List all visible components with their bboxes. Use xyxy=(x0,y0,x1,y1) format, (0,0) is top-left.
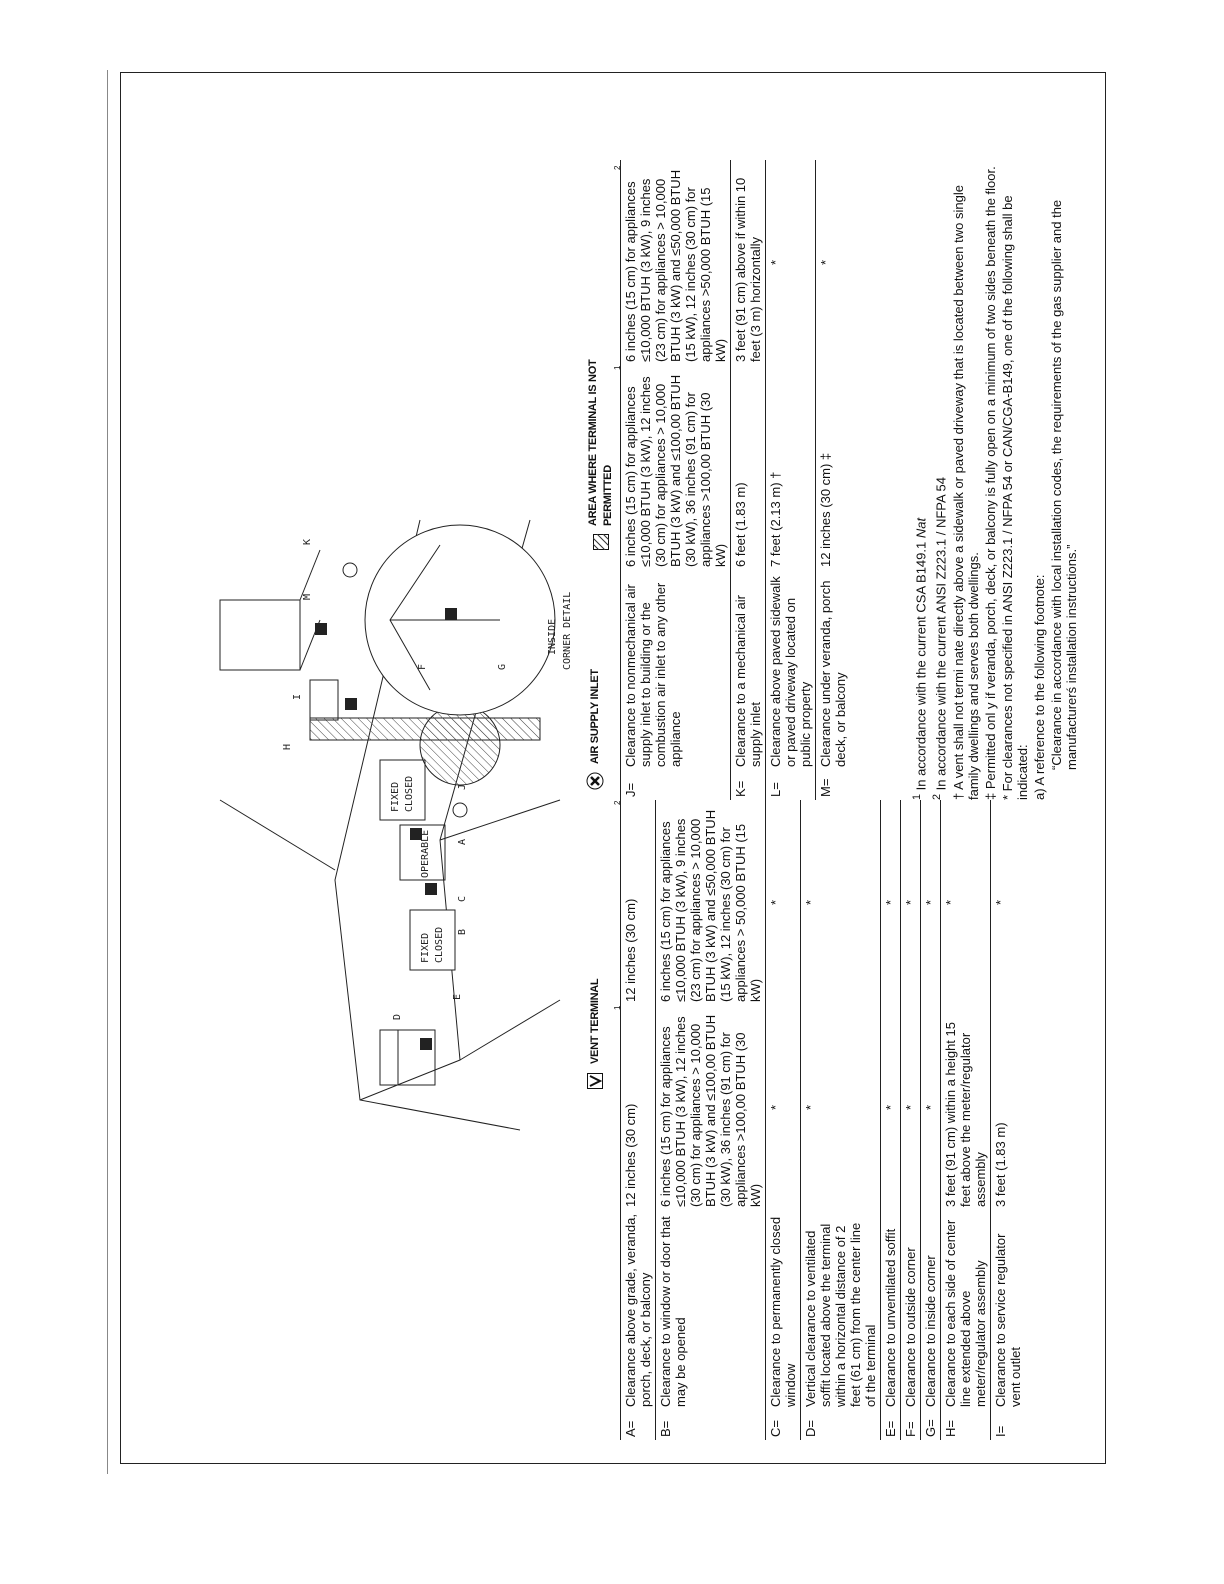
footnote-2: $^2$ In accordance with the current ANSI Z223.1 / NFPA 54 xyxy=(931,476,949,800)
cell-v2: * xyxy=(991,800,1026,1005)
cell-v2: 12 inches (30 cm) xyxy=(621,800,656,1005)
letter-label: J xyxy=(457,783,468,790)
window-operable-label: OPERABLE xyxy=(420,829,431,878)
cell-v1: 6 inches (15 cm) for appliances ≤10,000 BTUH (3 kW), 12 inches (30 cm) for appliances > 10,000 BTUH (3 kW) and ≤100,00 BTUH (30 kW), 36 inches (91 cm) for appliances >100,00 BTUH (30 kW) xyxy=(656,1005,766,1210)
footnotes xyxy=(910,160,1081,800)
cell-v2: * xyxy=(801,800,881,1005)
legend-area-not-permitted xyxy=(586,330,616,550)
cell-desc: Clearance to outside corner xyxy=(901,1210,921,1410)
column-marker-2: 2 xyxy=(613,800,622,805)
table-row xyxy=(801,800,881,1440)
clearance-table-left xyxy=(620,800,1025,1440)
legend-air-supply-inlet-label: AIR SUPPLY INLET xyxy=(588,669,601,764)
column-marker-1-right: 1 xyxy=(613,365,622,370)
cell-code: K= xyxy=(731,770,766,800)
letter-label: G xyxy=(497,663,508,670)
window-fixed-label-2: CLOSED xyxy=(434,926,445,963)
cell-code: L= xyxy=(766,770,816,800)
rotated-content xyxy=(140,160,1080,1440)
table-row xyxy=(941,800,991,1440)
table-row xyxy=(621,800,656,1440)
cell-v2: 3 feet (91 cm) above if within 10 feet (3 m) horizontally xyxy=(731,160,766,365)
table-row xyxy=(731,160,766,800)
cell-v1: * xyxy=(901,1005,921,1210)
table-row xyxy=(901,800,921,1440)
legend-vent-terminal-label: VENT TERMINAL xyxy=(588,978,601,1064)
column-marker-2-right: 2 xyxy=(613,165,622,170)
cell-v2: * xyxy=(766,160,816,365)
table-row xyxy=(881,800,901,1440)
letter-label: M xyxy=(302,593,313,600)
cell-desc: Clearance to inside corner xyxy=(921,1210,941,1410)
cell-v2: 6 inches (15 cm) for appliances ≤10,000 BTUH (3 kW), 9 inches (23 cm) for appliances > 10,000 BTUH (3 kW) and ≤50,000 BTUH (15 kW), 12 inches (30 cm) for appliances > 50,000 BTUH (15 kW) xyxy=(656,800,766,1005)
cell-v1: 3 feet (91 cm) within a height 15 feet above the meter/regulator assembly xyxy=(941,1005,991,1210)
table-row xyxy=(621,160,731,800)
window-fixed-label-b: FIXED xyxy=(390,781,401,812)
cell-desc: Clearance to each side of center line extended above meter/regulator assembly xyxy=(941,1210,991,1410)
cell-v1: * xyxy=(801,1005,881,1210)
letter-label: H xyxy=(282,743,293,750)
letter-label: A xyxy=(457,838,468,845)
legend-vent-terminal xyxy=(586,979,604,1090)
clearance-table-right xyxy=(620,160,850,800)
letter-label: D xyxy=(392,1013,403,1020)
cell-code: B= xyxy=(656,1410,766,1440)
letter-label: C xyxy=(457,895,468,902)
cell-desc: Clearance to service regulator vent outlet xyxy=(991,1210,1026,1410)
vent-terminal-icon xyxy=(586,1072,604,1090)
footnote-1: $^1$ In accordance with the current CSA B149.1 Nat xyxy=(911,517,929,800)
table-row xyxy=(656,800,766,1440)
table-row xyxy=(766,160,816,800)
cell-code: E= xyxy=(881,1410,901,1440)
letter-label: I xyxy=(292,693,303,700)
cell-desc: Clearance to unventilated soffit xyxy=(881,1210,901,1410)
footnote-double-dagger: ‡ Permitted onl y if veranda, porch, deck, or balcony is fully open on a minimum of two sides beneath the floor. xyxy=(982,166,998,800)
footnote-star: * For clearances not specified in ANSI Z223.1 / NFPA 54 or CAN/CGA-B149, one of the following shall be indicated: xyxy=(999,195,1030,800)
inset-label-2: CORNER DETAIL xyxy=(562,591,573,670)
hatched-area-icon xyxy=(592,534,610,550)
cell-v1: * xyxy=(881,1005,901,1210)
air-supply-inlet-icon xyxy=(586,772,604,790)
cell-v1: * xyxy=(766,1005,801,1210)
footnote-a: a) A reference to the following footnote: xyxy=(1031,574,1047,800)
legend-air-supply-inlet xyxy=(586,669,604,790)
cell-v1: 12 inches (30 cm) ‡ xyxy=(816,365,851,570)
cell-v2: * xyxy=(901,800,921,1005)
cell-desc: Clearance above grade, veranda, porch, deck, or balcony xyxy=(621,1210,656,1410)
cell-v1: 7 feet (2.13 m) † xyxy=(766,365,816,570)
cell-code: D= xyxy=(801,1410,881,1440)
legend-area-not-permitted-label: AREA WHERE TERMINAL IS NOT PERMITTED xyxy=(587,359,614,526)
cell-code: M= xyxy=(816,770,851,800)
cell-code: J= xyxy=(621,770,731,800)
binding-line xyxy=(107,70,108,1474)
cell-v1: 6 feet (1.83 m) xyxy=(731,365,766,570)
inset-label: INSIDE xyxy=(547,618,558,655)
cell-v2: 6 inches (15 cm) for appliances ≤10,000 BTUH (3 kW), 9 inches (23 cm) for appliances > 10,000 BTUH (3 kW) and ≤50,000 BTUH (15 kW), 12 inches (30 cm) for appliances >50,000 BTUH (15 kW) xyxy=(621,160,731,365)
letter-label: K xyxy=(302,538,313,545)
cell-v1: 3 feet (1.83 m) xyxy=(991,1005,1026,1210)
cell-code: G= xyxy=(921,1410,941,1440)
cell-desc: Clearance to permanently closed window xyxy=(766,1210,801,1410)
table-row xyxy=(766,800,801,1440)
cell-v2: * xyxy=(816,160,851,365)
cell-v2: * xyxy=(921,800,941,1005)
cell-desc: Vertical clearance to ventilated soffit located above the terminal within a horizontal distance of 2 feet (61 cm) from the center line of the terminal xyxy=(801,1210,881,1410)
cell-desc: Clearance to window or door that may be opened xyxy=(656,1210,766,1410)
cell-desc: Clearance to nonmechanical air supply inlet to building or the combustion air inlet to any other appliance xyxy=(621,570,731,770)
table-row xyxy=(921,800,941,1440)
cell-v1: 12 inches (30 cm) xyxy=(621,1005,656,1210)
legend xyxy=(580,330,620,1090)
letter-label: F xyxy=(417,663,428,670)
window-fixed-label-b2: CLOSED xyxy=(404,775,415,812)
table-row xyxy=(816,160,851,800)
cell-code: H= xyxy=(941,1410,991,1440)
cell-desc: Clearance above paved sidewalk or paved driveway located on public property xyxy=(766,570,816,770)
vent-clearance-illustration xyxy=(160,490,580,1140)
column-marker-1: 1 xyxy=(613,1005,622,1010)
cell-code: F= xyxy=(901,1410,921,1440)
footnote-dagger: † A vent shall not termi nate directly above a sidewalk or paved driveway that is located between two single family dwellings and serves both dwellings. xyxy=(950,185,981,800)
cell-code: C= xyxy=(766,1410,801,1440)
cell-v1: * xyxy=(921,1005,941,1210)
letter-label: B xyxy=(457,928,468,935)
cell-v2: * xyxy=(941,800,991,1005)
cell-v2: * xyxy=(766,800,801,1005)
window-fixed-label: FIXED xyxy=(420,932,431,963)
cell-desc: Clearance to a mechanical air supply inlet xyxy=(731,570,766,770)
table-row xyxy=(991,800,1026,1440)
cell-code: A= xyxy=(621,1410,656,1440)
footnote-quote: “Clearance in accordance with local installation codes, the requirements of the gas supplier and the manufacturerś installation instructions.” xyxy=(1048,199,1079,770)
cell-code: I= xyxy=(991,1410,1026,1440)
cell-v1: 6 inches (15 cm) for appliances ≤10,000 BTUH (3 kW), 12 inches (30 cm) for appliances > 10,000 BTUH (3 kW) and ≤100,00 BTUH (30 kW), 36 inches (91 cm) for appliances >100,00 BTUH (30 kW) xyxy=(621,365,731,570)
cell-desc: Clearance under veranda, porch deck, or balcony xyxy=(816,570,851,770)
cell-v2: * xyxy=(881,800,901,1005)
letter-label: E xyxy=(452,993,463,1000)
